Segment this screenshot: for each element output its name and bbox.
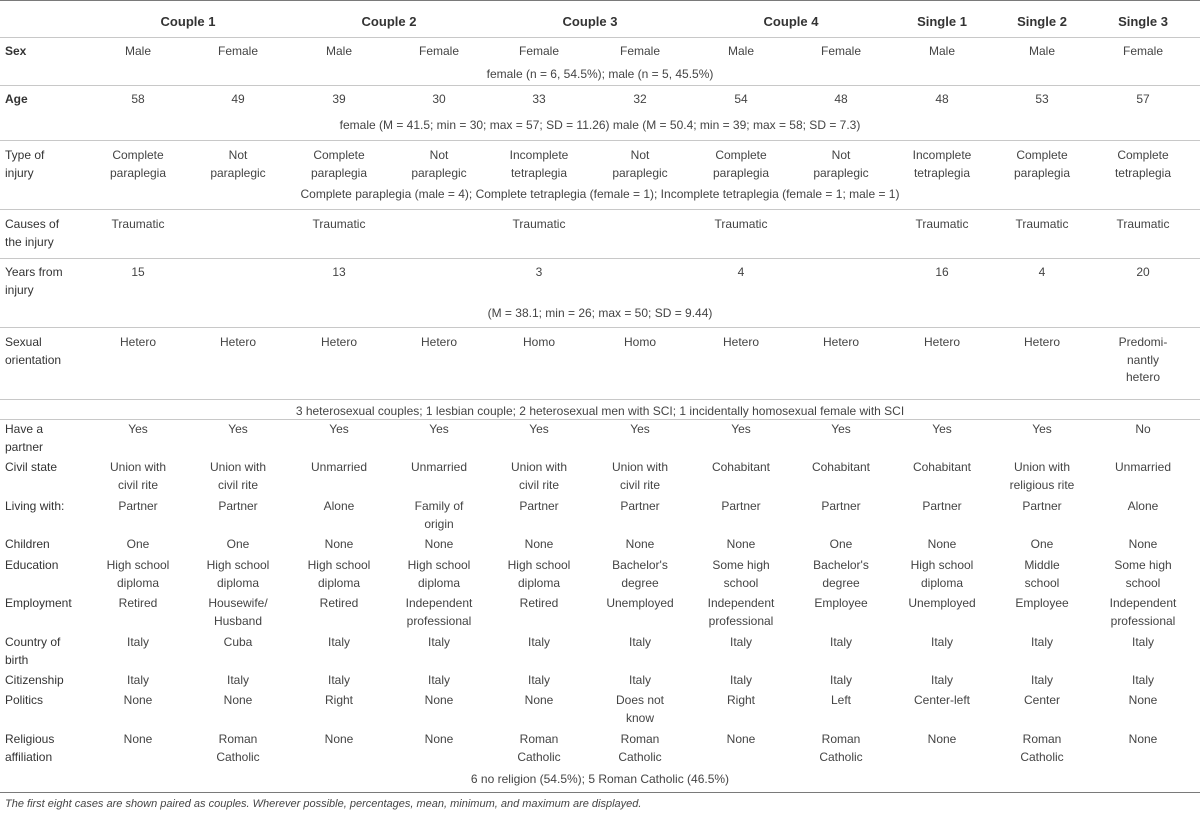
row-label-employment: Employment [5,596,72,610]
table-cell: Traumatic [312,217,366,231]
row-label-politics: Politics [5,693,44,707]
table-cell: 53 [1035,92,1049,106]
table-cell: Alone [323,499,355,513]
table-cell: Retired [118,596,158,610]
table-cell: 20 [1136,265,1150,279]
table-cell: Italy [829,673,852,687]
table-cell: 3 [535,265,543,279]
table-cell: 32 [633,92,647,106]
table-cell: Partner [821,499,861,513]
table-cell: Family of origin [414,499,464,531]
table-cell: Yes [529,422,549,436]
row-label-partner: Have a partner [5,422,44,454]
table-cell: Male [1028,44,1055,58]
table-cell: Italy [527,635,550,649]
table-cell: Right [324,693,353,707]
row-summary-religion: 6 no religion (54.5%); 5 Roman Catholic (46.5%) [470,772,730,786]
table-cell: Union with civil rite [611,460,669,492]
table-cell: None [223,693,253,707]
table-cell: None [324,537,354,551]
table-cell: None [123,693,153,707]
table-cell: Right [726,693,755,707]
table-cell: Italy [1131,635,1154,649]
table-cell: Hetero [420,335,458,349]
row-label-years: Years from injury [5,265,63,297]
table-cell: Partner [620,499,660,513]
table-cell: None [927,732,957,746]
table-cell: Yes [128,422,148,436]
table-cell: None [324,732,354,746]
table-cell: Unemployed [908,596,976,610]
table-cell: 58 [131,92,145,106]
table-cell: 4 [1038,265,1046,279]
table-cell: Cohabitant [912,460,972,474]
table-cell: 13 [332,265,346,279]
row-summary-age: female (M = 41.5; min = 30; max = 57; SD = 11.26) male (M = 50.4; min = 39; max = 58; SD = 7.3) [339,118,861,132]
table-cell: Yes [228,422,248,436]
table-cell: High school diploma [407,558,471,590]
table-cell: Yes [630,422,650,436]
table-cell: Traumatic [1116,217,1170,231]
table-cell: Hetero [722,335,760,349]
table-cell: Male [325,44,352,58]
table-cell: Roman Catholic [517,732,561,764]
table-cell: Italy [327,673,350,687]
column-header: Couple 2 [361,14,417,29]
row-summary-orientation: 3 heterosexual couples; 1 lesbian couple; 2 heterosexual men with SCI; 1 incidentally homosexual female with SCI [295,404,905,418]
table-cell: 49 [231,92,245,106]
table-cell: Hetero [923,335,961,349]
row-label-age: Age [5,92,28,106]
table-cell: Complete paraplegia [310,148,368,180]
table-cell: Italy [427,635,450,649]
table-cell: 48 [935,92,949,106]
table-cell: Hetero [219,335,257,349]
table-cell: Union with civil rite [109,460,167,492]
table-cell: Unemployed [606,596,674,610]
table-cell: Italy [427,673,450,687]
table-cell: Partner [1022,499,1062,513]
table-cell: Female [1122,44,1163,58]
table-cell: Alone [1127,499,1159,513]
table-cell: Traumatic [915,217,969,231]
table-cell: No [1135,422,1151,436]
table-cell: Male [124,44,151,58]
table-cell: Yes [329,422,349,436]
table-cell: Partner [922,499,962,513]
table-cell: None [1128,732,1158,746]
table-cell: Not paraplegic [411,148,467,180]
table-cell: Center-left [913,693,971,707]
table-cell: Cohabitant [811,460,871,474]
table-cell: Italy [1030,673,1053,687]
table-cell: Homo [623,335,656,349]
row-label-religion: Religious affiliation [5,732,55,764]
table-cell: Complete paraplegia [712,148,770,180]
table-cell: Some high school [1114,558,1172,590]
table-cell: One [226,537,250,551]
table-cell: High school diploma [106,558,170,590]
table-cell: Hetero [320,335,358,349]
row-summary-years: (M = 38.1; min = 26; max = 50; SD = 9.44) [487,306,713,320]
table-cell: 54 [734,92,748,106]
table-cell: Does not know [615,693,665,725]
table-cell: Roman Catholic [819,732,863,764]
table-cell: Retired [319,596,359,610]
table-cell: Housewife/ Husband [208,596,268,628]
column-header: Couple 1 [160,14,216,29]
table-footnote: The first eight cases are shown paired as couples. Wherever possible, percentages, mean, minimum, and maximum are displayed. [5,798,642,810]
table-cell: Roman Catholic [216,732,260,764]
table-cell: Roman Catholic [618,732,662,764]
table-cell: One [1030,537,1054,551]
table-cell: Female [418,44,459,58]
table-cell: High school diploma [507,558,571,590]
row-summary-sex: female (n = 6, 54.5%); male (n = 5, 45.5%) [486,67,714,81]
table-cell: Italy [829,635,852,649]
table-rule [0,327,1200,328]
row-label-injury_type: Type of injury [5,148,45,180]
table-cell: 30 [432,92,446,106]
table-cell: Male [928,44,955,58]
column-header: Couple 3 [562,14,618,29]
column-header: Single 1 [917,14,967,29]
column-header: Couple 4 [763,14,819,29]
row-label-citizenship: Citizenship [5,673,64,687]
table-cell: Partner [721,499,761,513]
table-cell: Incomplete tetraplegia [912,148,972,180]
table-rule [0,37,1200,38]
column-header: Single 3 [1118,14,1168,29]
table-cell: 39 [332,92,346,106]
table-cell: Not paraplegic [612,148,668,180]
row-label-orientation: Sexual orientation [5,335,62,367]
table-rule [0,792,1200,793]
table-cell: Italy [527,673,550,687]
table-cell: Center [1023,693,1061,707]
table-cell: Male [727,44,754,58]
table-cell: Not paraplegic [210,148,266,180]
table-cell: Hetero [822,335,860,349]
table-cell: Italy [729,673,752,687]
table-cell: Union with civil rite [209,460,267,492]
table-cell: One [829,537,853,551]
table-cell: Unmarried [1114,460,1171,474]
table-cell: Predomi- nantly hetero [1118,335,1168,384]
row-label-sex: Sex [5,44,27,58]
table-cell: Italy [1030,635,1053,649]
table-rule [0,85,1200,86]
table-cell: Italy [729,635,752,649]
table-rule [0,399,1200,400]
table-cell: High school diploma [910,558,974,590]
table-cell: Partner [118,499,158,513]
table-cell: Some high school [712,558,770,590]
table-cell: Italy [327,635,350,649]
table-cell: 48 [834,92,848,106]
table-cell: None [1128,537,1158,551]
column-header: Single 2 [1017,14,1067,29]
table-cell: Partner [218,499,258,513]
table-cell: Italy [628,673,651,687]
table-cell: 4 [737,265,745,279]
table-cell: None [424,693,454,707]
row-label-education: Education [5,558,59,572]
table-cell: Retired [519,596,559,610]
table-rule [0,209,1200,210]
table-cell: Traumatic [1015,217,1069,231]
table-cell: None [524,537,554,551]
table-cell: Female [619,44,660,58]
table-cell: Not paraplegic [813,148,869,180]
table-cell: Female [217,44,258,58]
table-cell: None [726,537,756,551]
table-cell: None [424,537,454,551]
table-rule [0,0,1200,1]
table-cell: Complete paraplegia [1013,148,1071,180]
table-cell: Italy [126,635,149,649]
table-cell: Unmarried [410,460,467,474]
table-cell: Employee [814,596,868,610]
table-cell: Italy [930,673,953,687]
table-cell: None [625,537,655,551]
table-cell: One [126,537,150,551]
table-cell: Independent professional [707,596,775,628]
table-cell: Independent professional [1109,596,1177,628]
table-cell: Union with religious rite [1009,460,1075,492]
row-label-causes: Causes of the injury [5,217,60,249]
table-cell: Yes [831,422,851,436]
row-label-birth: Country of birth [5,635,61,667]
table-cell: Hetero [1023,335,1061,349]
table-cell: High school diploma [206,558,270,590]
table-cell: Italy [1131,673,1154,687]
table-cell: High school diploma [307,558,371,590]
table-cell: Cuba [223,635,253,649]
row-label-living: Living with: [5,499,65,513]
table-rule [0,258,1200,259]
table-cell: Yes [932,422,952,436]
table-cell: Union with civil rite [510,460,568,492]
table-cell: None [424,732,454,746]
row-label-civil: Civil state [5,460,58,474]
table-cell: Unmarried [310,460,367,474]
table-cell: Incomplete tetraplegia [509,148,569,180]
table-cell: Middle school [1024,558,1060,590]
table-cell: None [1128,693,1158,707]
table-cell: 33 [532,92,546,106]
table-cell: Yes [731,422,751,436]
row-label-children: Children [5,537,50,551]
table-cell: Independent professional [405,596,473,628]
table-cell: None [927,537,957,551]
table-cell: Complete tetraplegia [1114,148,1172,180]
table-cell: Female [518,44,559,58]
table-rule [0,140,1200,141]
table-cell: Traumatic [512,217,566,231]
table-cell: Hetero [119,335,157,349]
table-cell: Left [830,693,851,707]
table-cell: Italy [126,673,149,687]
table-cell: 15 [131,265,145,279]
table-cell: Bachelor's degree [813,558,869,590]
table-cell: Cohabitant [711,460,771,474]
table-cell: Yes [1032,422,1052,436]
table-cell: 16 [935,265,949,279]
table-cell: None [123,732,153,746]
table-cell: 57 [1136,92,1150,106]
table-cell: Partner [519,499,559,513]
row-summary-injury_type: Complete paraplegia (male = 4); Complete tetraplegia (female = 1); Incomplete tetraplegia (female = 1; male = 1) [300,187,900,201]
table-cell: Female [820,44,861,58]
table-cell: Complete paraplegia [109,148,167,180]
table-cell: Italy [628,635,651,649]
table-cell: Employee [1015,596,1069,610]
table-cell: Traumatic [714,217,768,231]
table-cell: Bachelor's degree [612,558,668,590]
table-cell: Italy [226,673,249,687]
table-cell: Italy [930,635,953,649]
table-cell: None [524,693,554,707]
table-cell: Traumatic [111,217,165,231]
table-cell: Homo [522,335,555,349]
table-cell: Roman Catholic [1020,732,1064,764]
table-cell: Yes [429,422,449,436]
table-cell: None [726,732,756,746]
